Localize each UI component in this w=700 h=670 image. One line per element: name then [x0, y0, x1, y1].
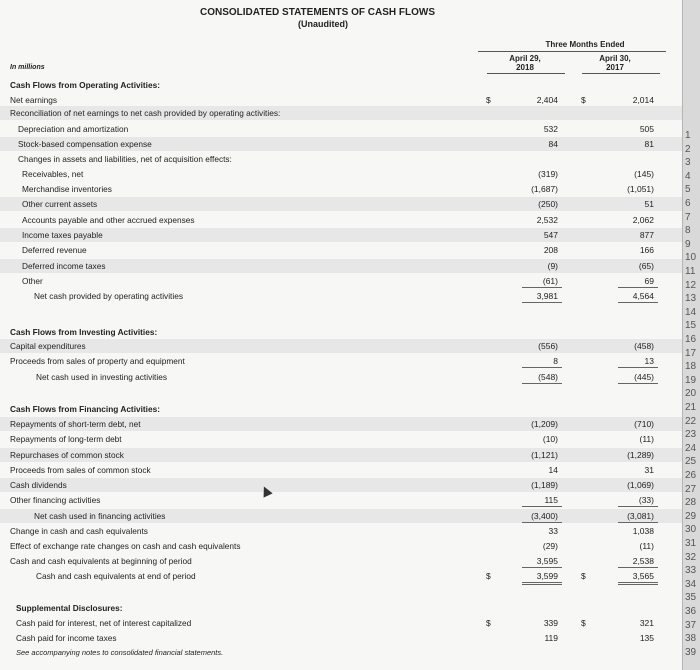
total-rule-2017: [618, 287, 658, 288]
total-rule-2018: [522, 367, 562, 368]
value-2018: 115: [544, 495, 558, 505]
row-number: 4: [685, 170, 691, 182]
row-label: Accounts payable and other accrued expenses: [22, 215, 195, 225]
value-2018: (1,189): [531, 480, 558, 490]
total-rule-2018: [522, 522, 562, 523]
value-2018: 119: [544, 633, 558, 643]
row-number: 12: [685, 279, 697, 291]
value-2018: (9): [547, 261, 558, 271]
row-number: 3: [685, 157, 691, 169]
row-number: 31: [685, 538, 697, 549]
total-rule-2017: [618, 302, 658, 303]
value-2018: (29): [542, 541, 558, 551]
total-rule-2017: [618, 567, 658, 568]
value-2017: 13: [644, 356, 654, 366]
value-2017: 166: [639, 245, 654, 255]
row-number: 10: [685, 252, 697, 264]
value-2018: 2,404: [536, 95, 558, 105]
value-2018: (548): [538, 372, 558, 382]
row-label: Effect of exchange rate changes on cash and cash equivalents: [10, 541, 241, 551]
total-rule-2017: [618, 383, 658, 384]
col1-header-line2: 2018: [516, 63, 534, 72]
row-label: Depreciation and amortization: [18, 124, 129, 134]
row-number: 20: [685, 388, 697, 400]
total-rule-2018: [522, 506, 562, 507]
row-number: 9: [685, 238, 691, 250]
total-rule-2018: [522, 302, 562, 303]
total-rule-2018: [522, 582, 562, 583]
row-label: Net cash used in financing activities: [34, 511, 166, 521]
currency-2017: $: [581, 571, 586, 581]
row-label: See accompanying notes to consolidated financial statements.: [16, 648, 224, 657]
col2-header-rule: [582, 73, 660, 74]
row-number: 23: [685, 429, 697, 441]
row-number: 30: [685, 524, 697, 536]
value-2017: 51: [644, 199, 654, 209]
value-2017: 2,538: [632, 556, 654, 566]
value-2017: (710): [634, 419, 654, 429]
row-label: Repayments of long-term debt: [10, 434, 122, 444]
row-label: Cash paid for income taxes: [16, 633, 117, 643]
row-label: Changes in assets and liabilities, net of acquisition effects:: [18, 154, 232, 164]
value-2018: 14: [548, 465, 558, 475]
value-2017: (1,051): [627, 184, 654, 194]
value-2017: 31: [644, 465, 654, 475]
row-number: 34: [685, 578, 697, 590]
row-number: 32: [685, 551, 697, 563]
value-2017: 2,062: [632, 215, 654, 225]
value-2018: 84: [548, 139, 558, 149]
row-number: 15: [685, 320, 697, 332]
currency-2017: $: [581, 618, 586, 628]
row-number: 17: [685, 347, 697, 359]
value-2017: (458): [634, 341, 654, 351]
row-label: Cash Flows from Financing Activities:: [10, 404, 160, 414]
row-label: Merchandise inventories: [22, 184, 112, 194]
col1-header-line1: April 29,: [509, 54, 541, 63]
value-2018: 3,981: [536, 291, 558, 301]
value-2017: 69: [644, 276, 654, 286]
row-label: Deferred income taxes: [22, 261, 106, 271]
row-number: 26: [685, 470, 697, 481]
row-label: Repayments of short-term debt, net: [10, 419, 141, 429]
value-2018: (3,400): [531, 511, 558, 521]
units-label: In millions: [10, 64, 45, 71]
row-number: 8: [685, 225, 691, 237]
row-number: 1: [685, 130, 691, 141]
value-2017: (11): [639, 541, 654, 551]
row-number: 22: [685, 415, 697, 427]
value-2018: (1,121): [531, 450, 558, 460]
row-label: Receivables, net: [22, 169, 84, 179]
row-number: 19: [685, 374, 697, 386]
value-2018: (61): [542, 276, 558, 286]
value-2017: (445): [634, 372, 654, 382]
currency-2018: $: [486, 571, 491, 581]
value-2018: (1,687): [531, 184, 558, 194]
value-2017: 3,565: [632, 571, 654, 581]
row-number: 24: [685, 442, 697, 454]
value-2018: (250): [538, 199, 558, 209]
value-2017: 4,564: [632, 291, 654, 301]
col2-header-line1: April 30,: [599, 54, 631, 63]
row-number: 36: [685, 606, 697, 617]
value-2017: (11): [639, 434, 654, 444]
row-number: 7: [685, 211, 691, 223]
value-2017: 877: [639, 230, 654, 240]
value-2017: 1,038: [632, 526, 654, 536]
row-number: 39: [685, 646, 697, 658]
row-label: Cash dividends: [10, 480, 67, 490]
value-2018: 3,599: [536, 571, 558, 581]
row-number: 33: [685, 565, 697, 577]
total-rule-2017: [618, 582, 658, 583]
value-2017: (1,289): [627, 450, 654, 460]
row-label: Change in cash and cash equivalents: [10, 526, 148, 536]
row-number-gutter: [682, 0, 700, 670]
value-2018: 2,532: [536, 215, 558, 225]
value-2018: 3,595: [536, 556, 558, 566]
row-number: 14: [685, 306, 697, 318]
row-number: 2: [685, 143, 691, 155]
row-label: Capital expenditures: [10, 341, 86, 351]
row-label: Repurchases of common stock: [10, 450, 124, 460]
row-number: 5: [685, 184, 691, 196]
value-2017: 135: [639, 633, 654, 643]
row-label: Stock-based compensation expense: [18, 139, 152, 149]
row-label: Net earnings: [10, 95, 58, 105]
row-label: Reconciliation of net earnings to net cash provided by operating activities:: [10, 108, 281, 118]
col1-header-rule: [487, 73, 565, 74]
value-2017: (145): [634, 169, 654, 179]
value-2017: (1,069): [627, 480, 654, 490]
header-rule: [478, 51, 666, 52]
period-header: Three Months Ended: [545, 40, 625, 49]
value-2017: (33): [638, 495, 654, 505]
total-rule-2018: [522, 584, 562, 585]
row-label: Proceeds from sales of property and equipment: [10, 356, 185, 366]
row-number: 18: [685, 361, 697, 373]
row-number: 11: [685, 266, 696, 277]
value-2018: (1,209): [531, 419, 558, 429]
value-2017: 505: [639, 124, 654, 134]
row-number: 35: [685, 592, 697, 604]
value-2018: 8: [553, 356, 558, 366]
row-label: Cash paid for interest, net of interest capitalized: [16, 618, 192, 628]
row-number: 37: [685, 619, 697, 631]
value-2018: 339: [543, 618, 558, 628]
row-label: Other current assets: [22, 199, 98, 209]
statement-title: CONSOLIDATED STATEMENTS OF CASH FLOWS: [200, 7, 435, 18]
row-label: Net cash provided by operating activities: [34, 291, 183, 301]
value-2017: 321: [639, 618, 654, 628]
row-number: 6: [685, 198, 691, 209]
value-2017: (3,081): [627, 511, 654, 521]
row-label: Proceeds from sales of common stock: [10, 465, 151, 475]
currency-2018: $: [486, 95, 491, 105]
row-number: 16: [685, 334, 697, 345]
row-label: Cash Flows from Investing Activities:: [10, 327, 158, 337]
row-label: Other: [22, 276, 43, 286]
value-2017: (65): [638, 261, 654, 271]
row-number: 25: [685, 456, 697, 468]
row-number: 38: [685, 633, 697, 645]
currency-2018: $: [486, 618, 491, 628]
value-2018: (556): [538, 341, 558, 351]
row-label: Cash and cash equivalents at beginning of period: [10, 556, 192, 566]
total-rule-2018: [522, 287, 562, 288]
value-2017: 81: [644, 139, 654, 149]
total-rule-2017: [618, 367, 658, 368]
row-label: Supplemental Disclosures:: [16, 603, 123, 613]
row-number: 21: [685, 402, 697, 413]
currency-2017: $: [581, 95, 586, 105]
row-label: Cash Flows from Operating Activities:: [10, 80, 160, 90]
total-rule-2017: [618, 522, 658, 523]
total-rule-2018: [522, 383, 562, 384]
total-rule-2018: [522, 567, 562, 568]
row-number: 28: [685, 497, 697, 509]
row-label: Cash and cash equivalents at end of period: [36, 571, 196, 581]
row-number: 27: [685, 483, 697, 495]
row-label: Income taxes payable: [22, 230, 103, 240]
total-rule-2017: [618, 584, 658, 585]
total-rule-2017: [618, 506, 658, 507]
row-label: Other financing activities: [10, 495, 101, 505]
statement-subtitle: (Unaudited): [298, 19, 348, 29]
row-number: 13: [685, 293, 697, 305]
value-2018: 33: [548, 526, 558, 536]
row-label: Net cash used in investing activities: [36, 372, 167, 382]
value-2018: (319): [538, 169, 558, 179]
row-label: Deferred revenue: [22, 245, 87, 255]
value-2017: 2,014: [632, 95, 654, 105]
row-number: 29: [685, 510, 697, 522]
col2-header-line2: 2017: [606, 63, 624, 72]
value-2018: 547: [543, 230, 558, 240]
value-2018: 208: [543, 245, 558, 255]
value-2018: (10): [542, 434, 558, 444]
value-2018: 532: [543, 124, 558, 134]
